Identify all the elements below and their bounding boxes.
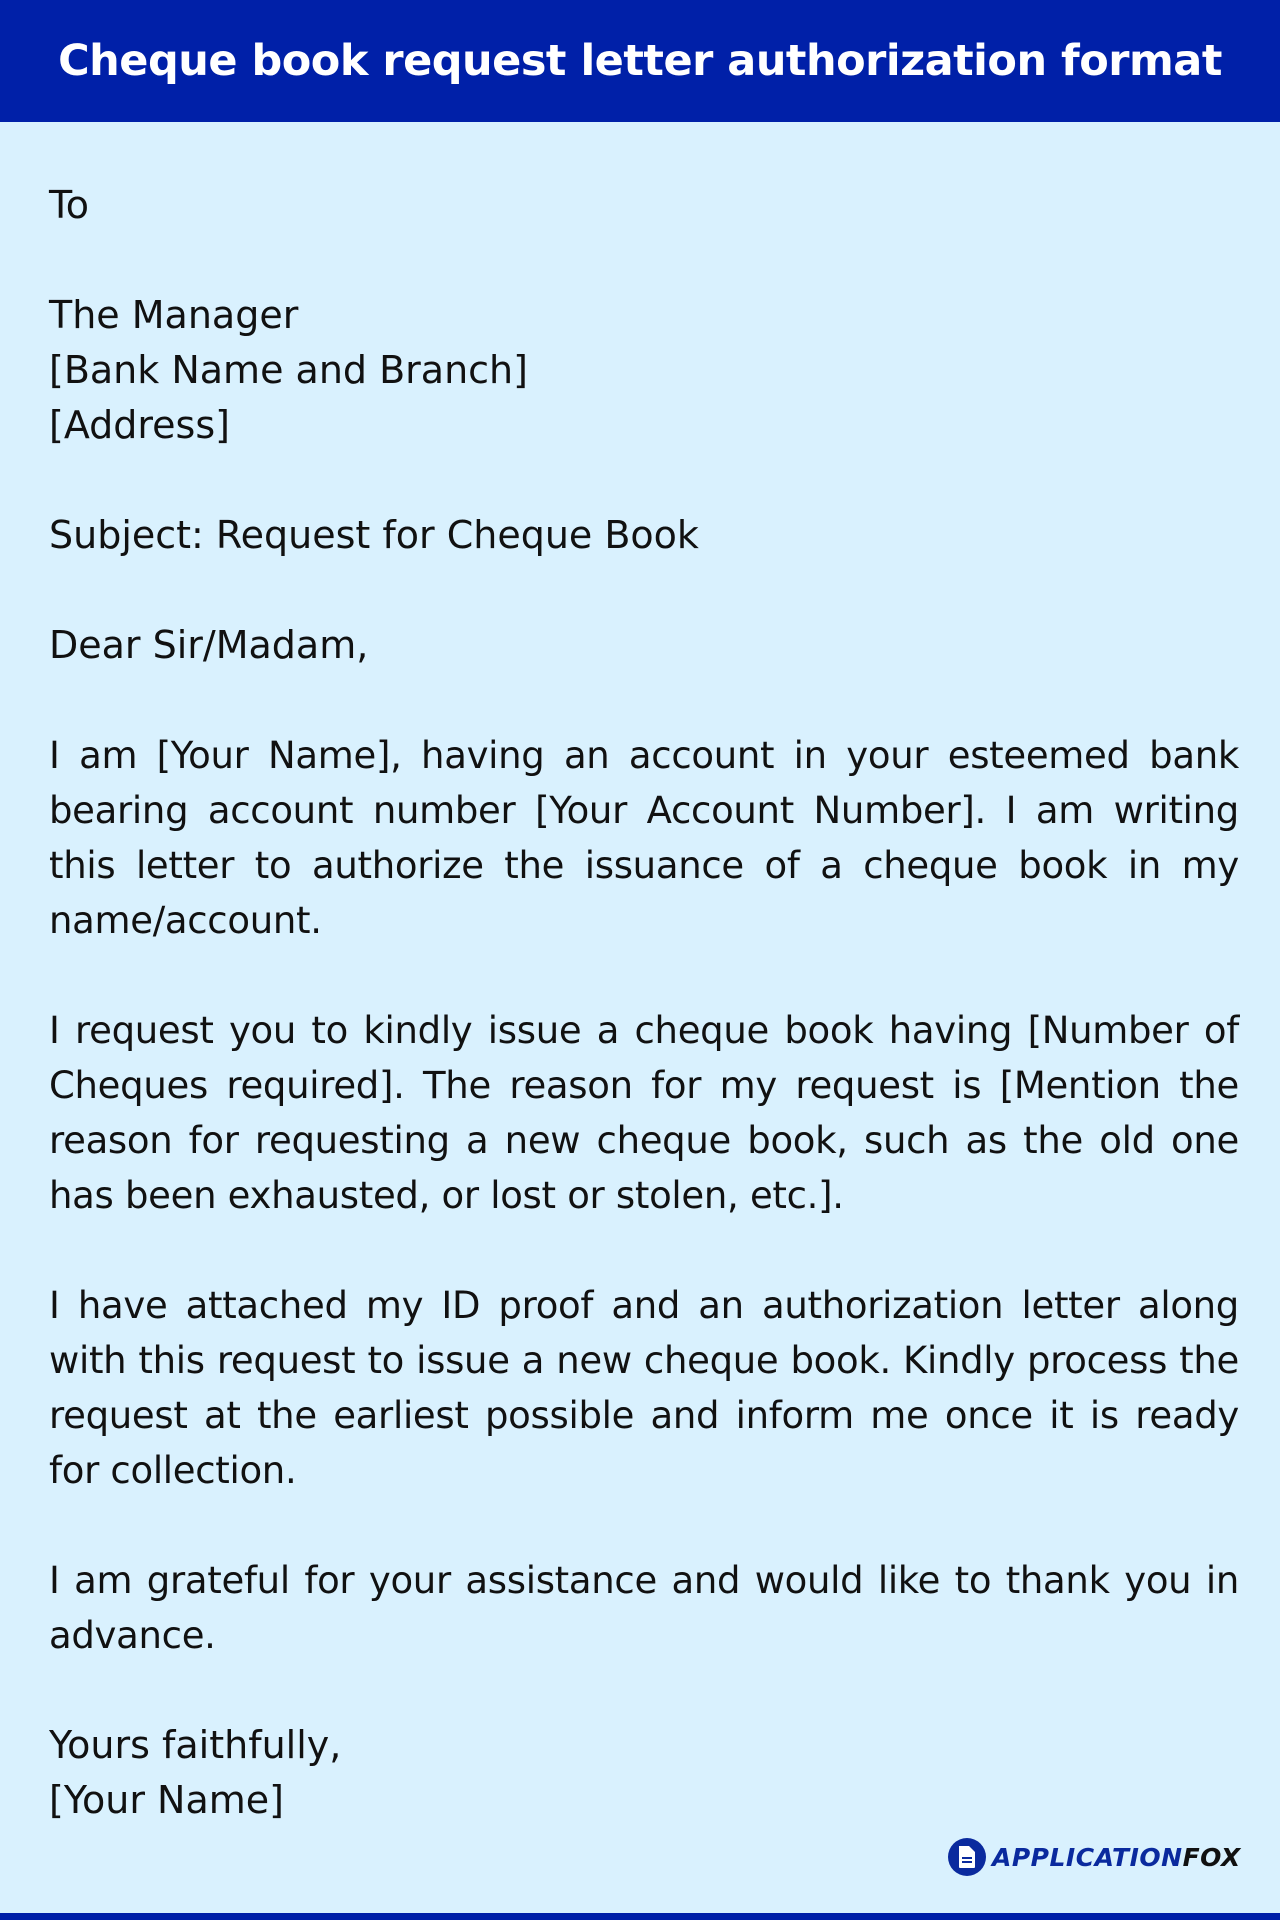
subject-line: Subject: Request for Cheque Book [49,513,699,557]
header-banner [0,0,1280,122]
closing-block [49,1718,1239,1828]
recipient-line: [Address] [49,403,230,447]
recipient-block [49,288,1239,453]
recipient-line: [Bank Name and Branch] [49,348,528,392]
body-paragraph: I am grateful for your assistance and would like to thank you in advance. [49,1559,1239,1657]
logo-text-fox: FOX [1182,1842,1241,1872]
body-paragraph: I request you to kindly issue a cheque book having [Number of Cheques required]. The reason for my request is [Mention the reason for requesting a new cheque book, such as the old one has been exhausted, or lost or stolen, etc.]. [49,1009,1239,1217]
bottom-bar [0,1913,1280,1920]
page-title: Cheque book request letter authorization format [58,36,1222,86]
salutation-to: To [49,183,90,227]
document-icon [948,1838,986,1876]
body-paragraph: I am [Your Name], having an account in your esteemed bank bearing account number [Your Account Number]. I am writing this letter to authorize the issuance of a cheque book in my name/account. [49,734,1239,942]
signature: [Your Name] [49,1778,284,1822]
greeting: Dear Sir/Madam, [49,623,369,667]
closing: Yours faithfully, [49,1723,342,1767]
body-paragraph: I have attached my ID proof and an authorization letter along with this request to issue a new cheque book. Kindly process the request at the earliest possible and inform me once it is ready for collection. [49,1284,1239,1492]
recipient-line: The Manager [49,293,299,337]
applicationfox-logo [948,1838,1241,1876]
logo-text-application: APPLICATION [992,1842,1183,1872]
letter-body [49,178,1239,1828]
